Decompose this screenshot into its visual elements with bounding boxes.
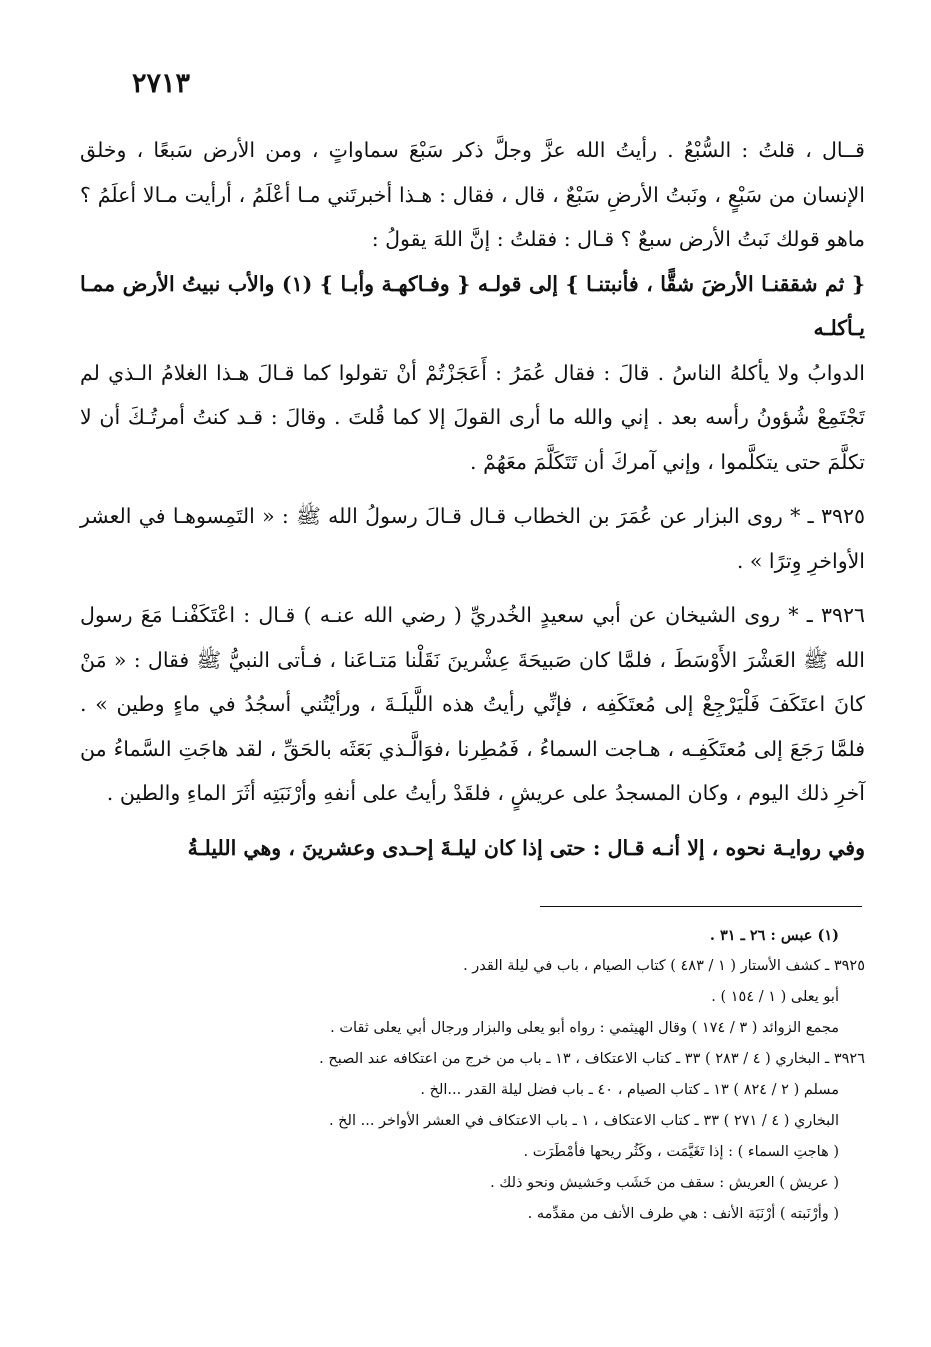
footnote-1: (١) عبس : ٢٦ ـ ٣١ . [709,927,839,944]
footnote-muslim: مسلم ( ٢ / ٨٢٤ ) ١٣ ـ كتاب الصيام ، ٤٠ ـ باب فضل ليلة القدر ...الخ . [420,1082,839,1098]
gloss-hajat: ( هاجتِ السماء ) : إذا تَغَيَّمَت ، وكَثُر ريحها فأمْطَرَت . [523,1144,839,1160]
page-number: ٢٧١٣ [132,68,191,99]
footnote-3926: ٣٩٢٦ ـ البخاري ( ٤ / ٢٨٣ ) ٣٣ ـ كتاب الاعتكاف ، ١٣ ـ باب من خرج من اعتكافه عند الصبح . [319,1051,865,1067]
footnote-bukhari: البخاري ( ٤ / ٢٧١ ) ٣٣ ـ كتاب الاعتكاف ، ١ ـ باب الاعتكاف في العشر الأواخر ... الخ . [328,1113,839,1129]
paragraph-1: قــال ، قلتُ : السُّبْعُ . رأيتُ الله عزَّ وجلَّ ذكر سَبْعَ سماواتٍ ، ومن الأرض سَبعًا ، وخلق الإنسان من سَبْعٍ ، ونَبتُ الأرضِ سَبْعٌ ، قال ، فقال : هـذا أخبرتَني مـا أعْلَمُ ، أرأيت مـالا أعلَمُ ؟ ماهو قولك نَبتُ الأرض سبعٌ ؟ قـال : فقلتُ : إنَّ اللهَ يقولُ : [80,138,865,251]
footnote-abu-yala: أبو يعلى ( ١ / ١٥٤ ) . [711,989,839,1005]
footnote-divider [540,906,862,907]
main-text [80,128,865,870]
gloss-arish: ( عريش ) العريش : سقف من خَشَب وحَشيش ونحو ذلك . [490,1175,839,1191]
narration-variant: وفي روايـة نحوه ، إلا أنـه قـال : حتى إذا كان ليلـةَ إحـدى وعشرينَ ، وهي الليلـةُ [187,835,865,860]
paragraph-2: الدوابُ ولا يأكلهُ الناسُ . قالَ : فقال عُمَرُ : أَعَجَزْتُمْ أنْ تقولوا كما قـالَ هـذا الغلامُ الـذي لم تَجْتَمِعْ شُؤونُ رأسه بعد . إني والله ما أرى القولَ إلا كما قُلتَ . وقالَ : قـد كنتُ أمرتُـكَ أن لا تكلَّمَ حتى يتكلَّموا ، وإني آمركَ أن تَتَكَلَّمَ معَهُمْ . [80,360,865,474]
hadith-3926: ٣٩٢٦ ـ * روى الشيخان عن أبي سعيدٍ الخُدريِّ ( رضي الله عنـه ) قـال : اعْتَكَفْنـا مَعَ رسول الله ﷺ العَشْرَ الأَوْسَطَ ، فلمَّا كان صَبيحَةَ عِشْرينَ نَقَلْنا مَتـاعَنا ، فـأتى النبيُّ ﷺ فقال : « مَنْ كانَ اعتَكَفَ فَلْيَرْجِعْ إلى مُعتَكَفِه ، فإنِّي رأيتُ هذه اللَّيلَـةَ ، ورأيْتُني أسجُدُ في ماءٍ وطين » . فلمَّا رَجَعَ إلى مُعتَكَفِـه ، هـاجت السماءُ ، فَمُطِرنا ،فوَالَّـذي بَعَثَه بالحَقِّ ، لقد هاجَتِ السَّماءُ من آخرِ ذلك اليوم ، وكان المسجدُ على عريشٍ ، فلقَدْ رأيتُ على أنفهِ وأرْنَبَتِه أثَرَ الماءِ والطين . [80,603,865,805]
hadith-3925: ٣٩٢٥ ـ * روى البزار عن عُمَرَ بن الخطاب قـال قـالَ رسولُ الله ﷺ : « التَمِسوهـا في العشر الأواخرِ وِترًا » . [80,504,865,573]
footnotes [80,920,865,1230]
footnote-majma: مجمع الزوائد ( ٣ / ١٧٤ ) وقال الهيثمي : رواه أبو يعلى والبزار ورجال أبي يعلى ثقات . [330,1020,839,1036]
footnote-3925: ٣٩٢٥ ـ كشف الأستار ( ١ / ٤٨٣ ) كتاب الصيام ، باب في ليلة القدر . [463,958,865,974]
quran-quote: { ثم شققنـا الأرضَ شقًّا ، فأنبتنـا } إلى قولـه { وفـاكهـة وأبـا } (١) والأب نبيتُ الأرض ممـا يـأكلـه [80,271,865,340]
gloss-arnaba: ( وأرْنَبته ) أرْنَبَة الأنف : هي طرف الأنف من مقدِّمه . [527,1206,839,1222]
